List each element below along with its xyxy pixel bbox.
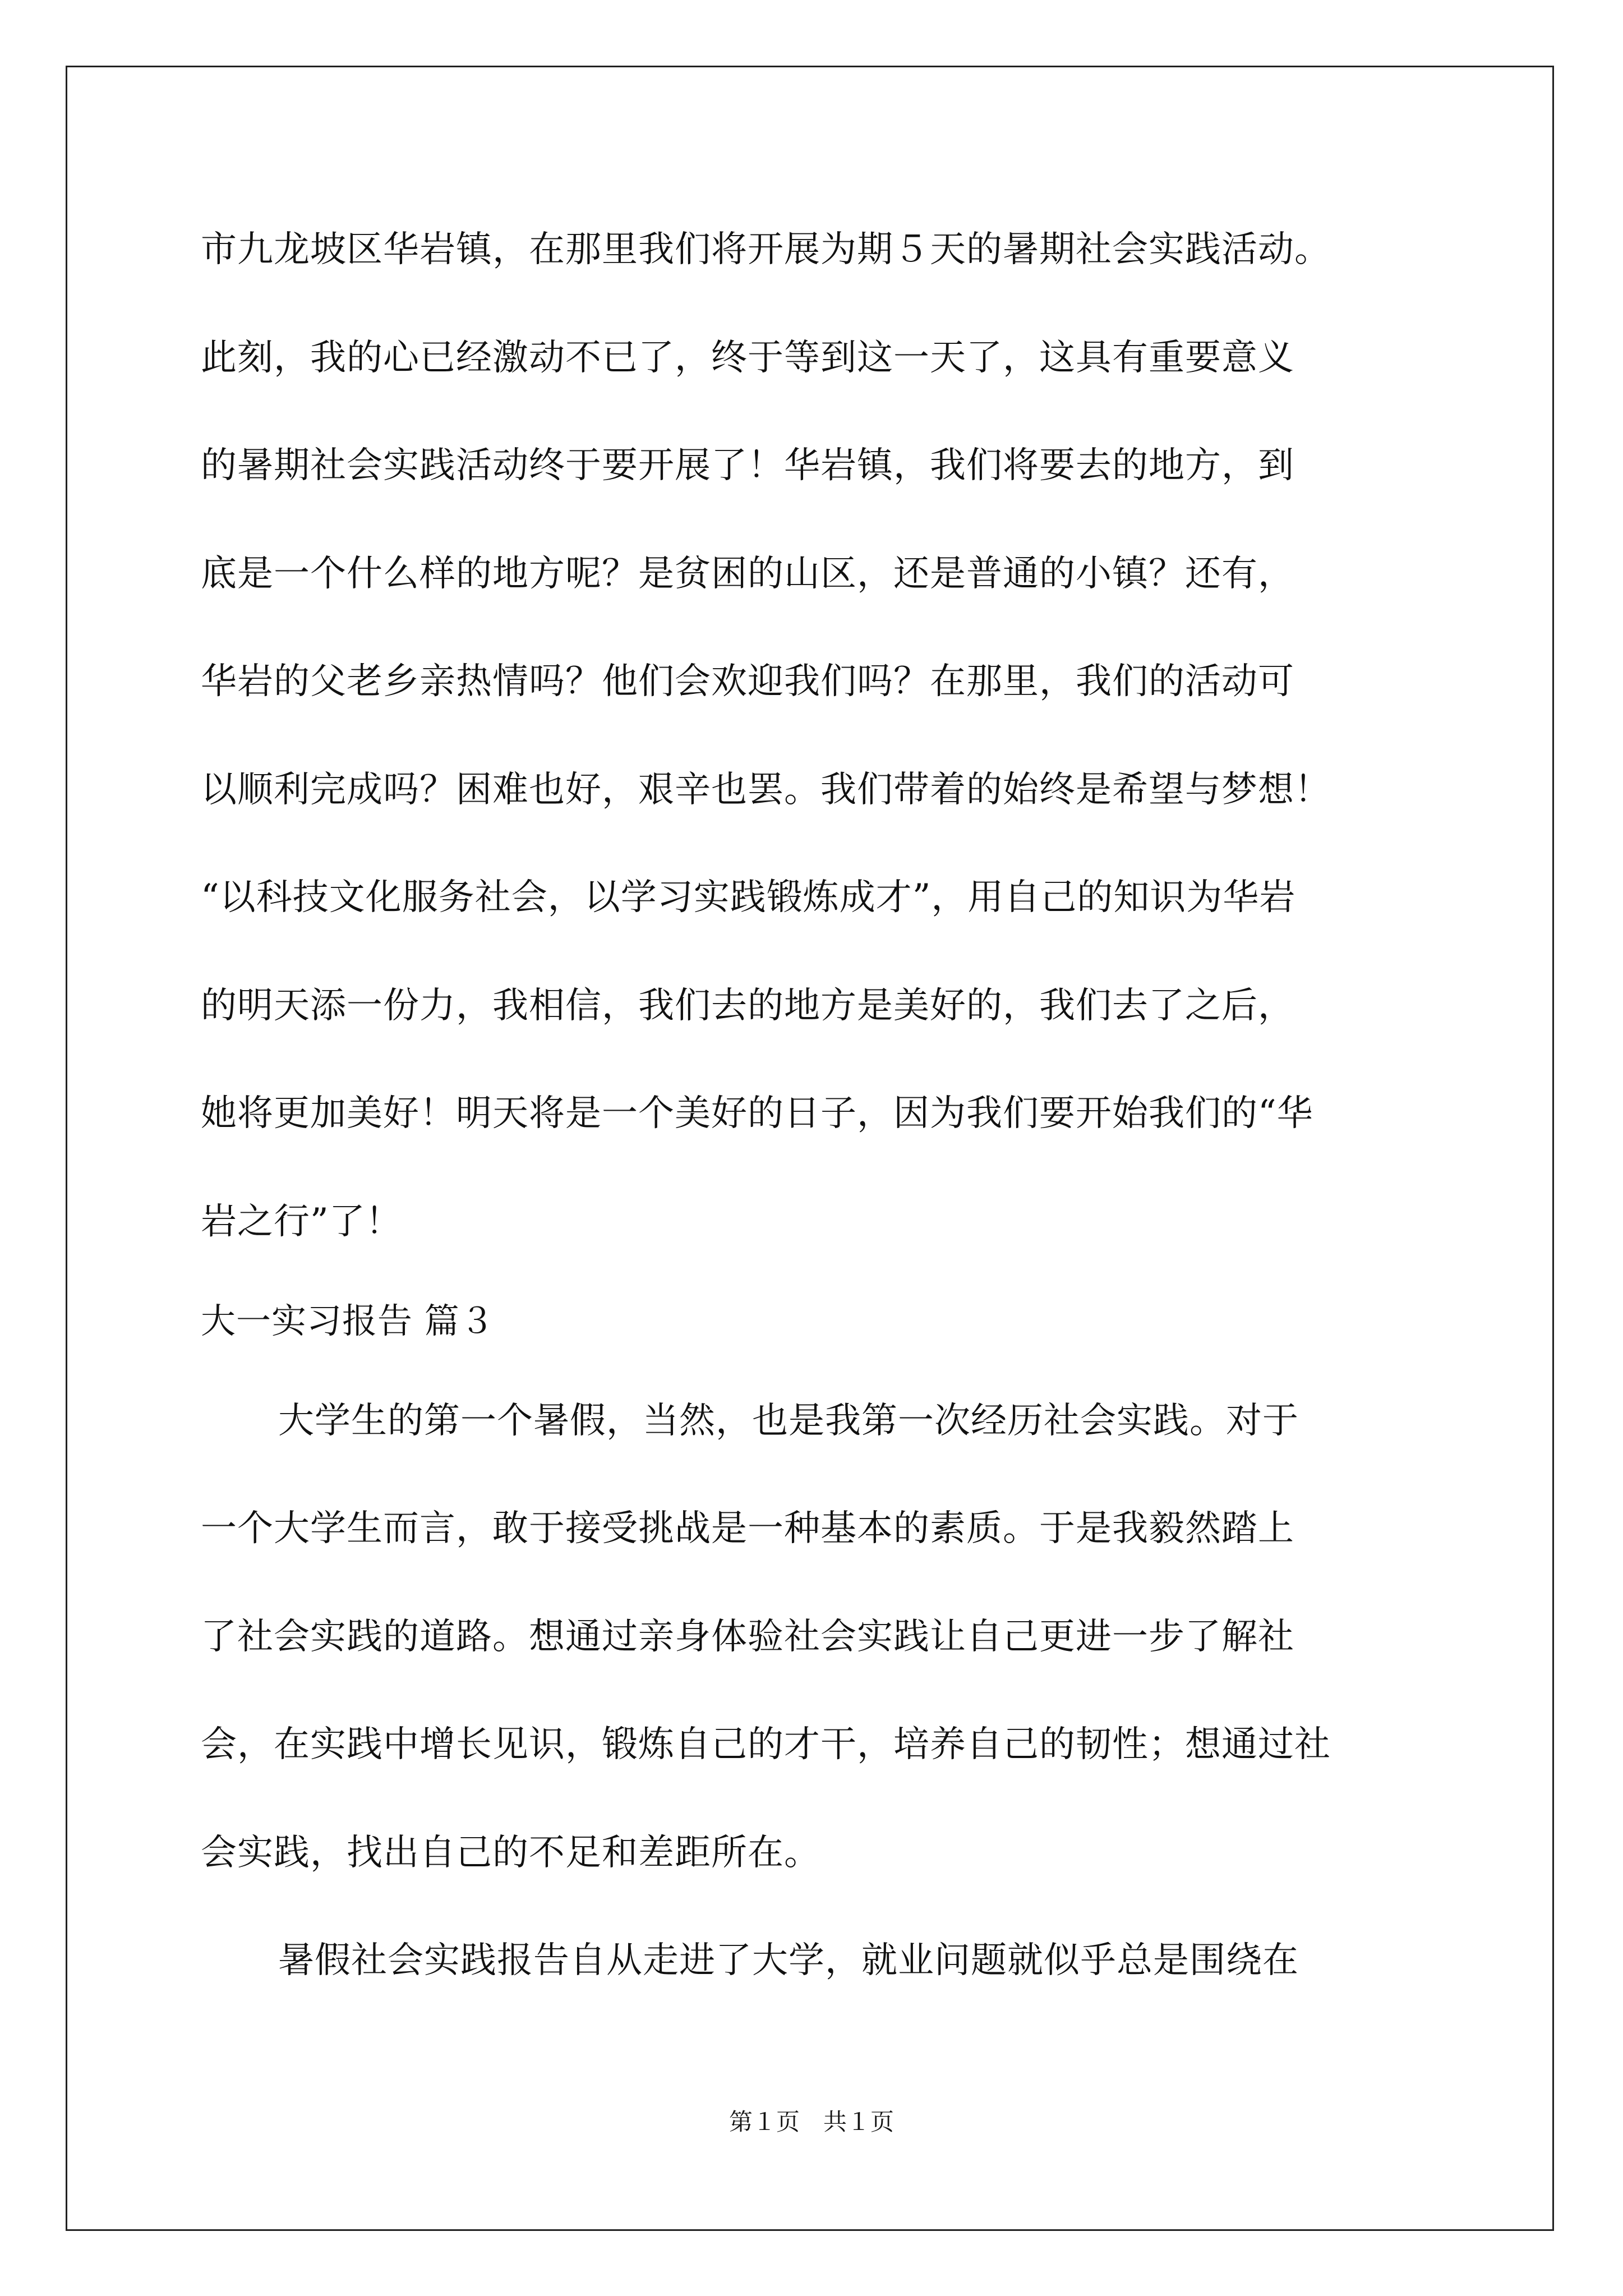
paragraph-line: 会实践，找出自己的不足和差距所在。 bbox=[201, 1832, 820, 1874]
page-footer: 第１页 共１页 bbox=[728, 2108, 894, 2136]
section-heading: 大一实习报告 篇３ bbox=[201, 1300, 495, 1341]
paragraph-line: 市九龙坡区华岩镇，在那里我们将开展为期５天的暑期社会实践活动。 bbox=[201, 229, 1331, 270]
paragraph-line: 底是一个什么样的地方呢？是贫困的山区，还是普通的小镇？还有， bbox=[201, 553, 1294, 595]
paragraph-line: “以科技文化服务社会，以学习实践锻炼成才”，用自己的知识为华岩 bbox=[201, 877, 1296, 918]
page-border bbox=[66, 66, 1554, 2231]
paragraph-line: 的明天添一份力，我相信，我们去的地方是美好的，我们去了之后， bbox=[201, 985, 1294, 1027]
paragraph-line: 此刻，我的心已经激动不已了，终于等到这一天了，这具有重要意义 bbox=[201, 337, 1294, 379]
paragraph-line: 大学生的第一个暑假，当然，也是我第一次经历社会实践。对于 bbox=[278, 1400, 1299, 1442]
paragraph-line: 的暑期社会实践活动终于要开展了！华岩镇，我们将要去的地方，到 bbox=[201, 445, 1294, 486]
paragraph-line: 以顺利完成吗？困难也好，艰辛也罢。我们带着的始终是希望与梦想！ bbox=[201, 769, 1331, 811]
paragraph-line: 暑假社会实践报告自从走进了大学，就业问题就似乎总是围绕在 bbox=[278, 1940, 1299, 1981]
paragraph-line: 岩之行”了！ bbox=[201, 1201, 402, 1243]
paragraph-line: 会，在实践中增长见识，锻炼自己的才干，培养自己的韧性；想通过社 bbox=[201, 1724, 1331, 1765]
paragraph-line: 了社会实践的道路。想通过亲身体验社会实践让自己更进一步了解社 bbox=[201, 1616, 1294, 1658]
paragraph-line: 华岩的父老乡亲热情吗？他们会欢迎我们吗？在那里，我们的活动可 bbox=[201, 661, 1294, 702]
paragraph-line: 她将更加美好！明天将是一个美好的日子，因为我们要开始我们的“华 bbox=[201, 1093, 1313, 1134]
paragraph-line: 一个大学生而言，敢于接受挑战是一种基本的素质。于是我毅然踏上 bbox=[201, 1508, 1294, 1549]
